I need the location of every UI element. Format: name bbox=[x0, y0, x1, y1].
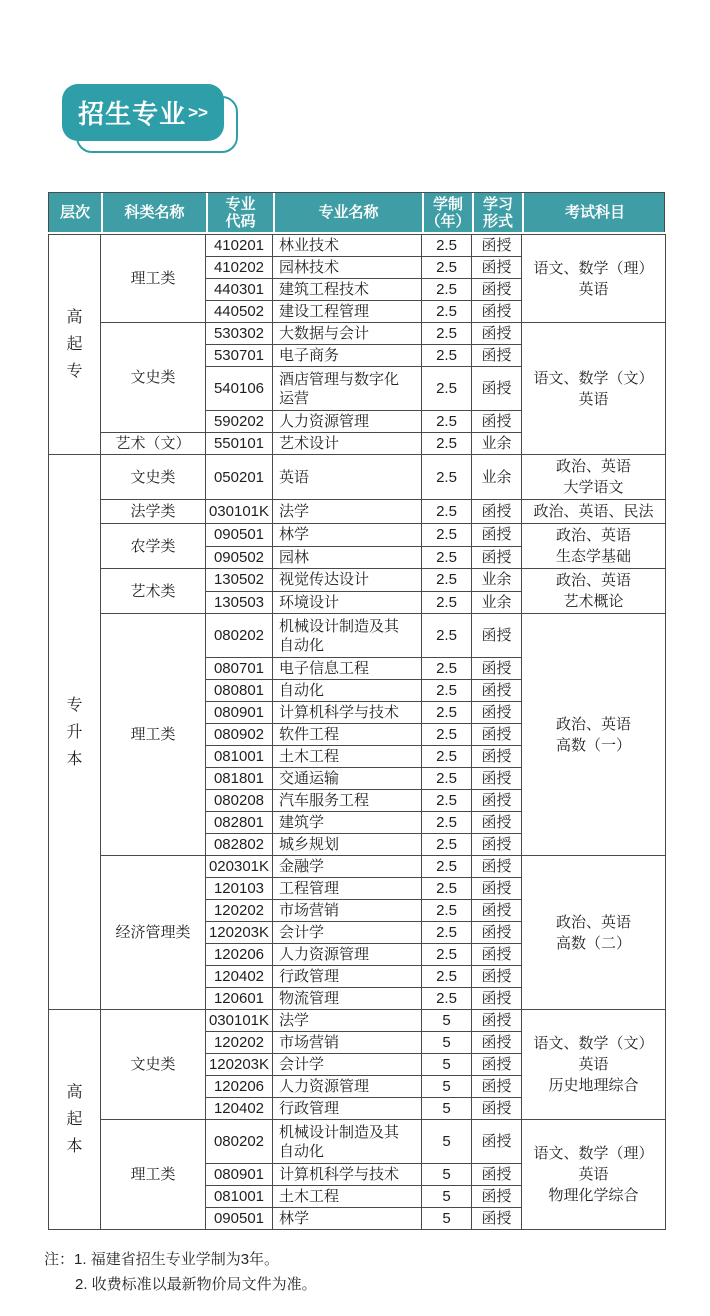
major-cell: 人力资源管理 bbox=[273, 1076, 422, 1098]
years-cell: 2.5 bbox=[422, 614, 472, 658]
table-row bbox=[49, 614, 666, 658]
years-cell: 2.5 bbox=[422, 367, 472, 411]
note-line-1 bbox=[44, 1247, 317, 1272]
years-cell: 2.5 bbox=[422, 878, 472, 900]
code-cell: 080901 bbox=[206, 1164, 273, 1186]
form-cell: 函授 bbox=[472, 235, 522, 257]
form-cell: 函授 bbox=[472, 1032, 522, 1054]
exam-cell: 政治、英语 高数（一） bbox=[522, 614, 666, 856]
category-cell: 艺术类 bbox=[101, 569, 206, 614]
form-cell: 函授 bbox=[472, 1010, 522, 1032]
form-cell: 函授 bbox=[472, 658, 522, 680]
years-cell: 2.5 bbox=[422, 944, 472, 966]
table-row bbox=[49, 856, 666, 878]
major-cell: 英语 bbox=[273, 455, 422, 500]
form-cell: 函授 bbox=[472, 878, 522, 900]
form-cell: 业余 bbox=[472, 455, 522, 500]
major-cell: 法学 bbox=[273, 500, 422, 524]
years-cell: 2.5 bbox=[422, 702, 472, 724]
major-cell: 软件工程 bbox=[273, 724, 422, 746]
years-cell: 2.5 bbox=[422, 524, 472, 547]
code-cell: 081801 bbox=[206, 768, 273, 790]
years-cell: 2.5 bbox=[422, 966, 472, 988]
code-cell: 120203K bbox=[206, 922, 273, 944]
years-cell: 5 bbox=[422, 1010, 472, 1032]
major-cell: 行政管理 bbox=[273, 966, 422, 988]
title-badge bbox=[62, 84, 244, 156]
exam-cell: 语文、数学（文） 英语 历史地理综合 bbox=[522, 1010, 666, 1120]
category-cell: 经济管理类 bbox=[101, 856, 206, 1010]
years-cell: 2.5 bbox=[422, 235, 472, 257]
major-cell: 汽车服务工程 bbox=[273, 790, 422, 812]
years-cell: 2.5 bbox=[422, 411, 472, 433]
code-cell: 410202 bbox=[206, 257, 273, 279]
form-cell: 函授 bbox=[472, 790, 522, 812]
years-cell: 2.5 bbox=[422, 834, 472, 856]
code-cell: 080202 bbox=[206, 614, 273, 658]
form-cell: 函授 bbox=[472, 856, 522, 878]
years-cell: 2.5 bbox=[422, 500, 472, 524]
exam-cell: 政治、英语 高数（二） bbox=[522, 856, 666, 1010]
form-cell: 函授 bbox=[472, 1054, 522, 1076]
form-cell: 函授 bbox=[472, 922, 522, 944]
years-cell: 2.5 bbox=[422, 856, 472, 878]
years-cell: 5 bbox=[422, 1076, 472, 1098]
form-cell: 函授 bbox=[472, 323, 522, 345]
major-cell: 计算机科学与技术 bbox=[273, 702, 422, 724]
code-cell: 081001 bbox=[206, 1186, 273, 1208]
major-cell: 城乡规划 bbox=[273, 834, 422, 856]
code-cell: 120202 bbox=[206, 900, 273, 922]
table-header-row bbox=[48, 192, 665, 232]
major-cell: 市场营销 bbox=[273, 900, 422, 922]
page-title: 招生专业 bbox=[78, 99, 187, 129]
form-cell: 函授 bbox=[472, 900, 522, 922]
category-cell: 理工类 bbox=[101, 614, 206, 856]
code-cell: 550101 bbox=[206, 433, 273, 455]
table-body bbox=[48, 234, 666, 1230]
form-cell: 函授 bbox=[472, 944, 522, 966]
level-cell: 高 起 本 bbox=[49, 1010, 101, 1230]
table-row bbox=[49, 1120, 666, 1164]
exam-cell: 政治、英语 大学语文 bbox=[522, 455, 666, 500]
category-cell: 理工类 bbox=[101, 235, 206, 323]
code-cell: 410201 bbox=[206, 235, 273, 257]
header-category: 科类名称 bbox=[101, 193, 206, 232]
form-cell: 函授 bbox=[472, 1186, 522, 1208]
form-cell: 函授 bbox=[472, 1164, 522, 1186]
level-cell: 专 升 本 bbox=[49, 455, 101, 1010]
major-cell: 园林 bbox=[273, 546, 422, 569]
major-cell: 建设工程管理 bbox=[273, 301, 422, 323]
form-cell: 函授 bbox=[472, 279, 522, 301]
form-cell: 函授 bbox=[472, 1120, 522, 1164]
years-cell: 2.5 bbox=[422, 546, 472, 569]
code-cell: 090501 bbox=[206, 524, 273, 547]
table-row bbox=[49, 235, 666, 257]
exam-cell: 政治、英语 艺术概论 bbox=[522, 569, 666, 614]
years-cell: 2.5 bbox=[422, 591, 472, 614]
years-cell: 2.5 bbox=[422, 433, 472, 455]
years-cell: 5 bbox=[422, 1098, 472, 1120]
years-cell: 2.5 bbox=[422, 301, 472, 323]
exam-cell: 政治、英语 生态学基础 bbox=[522, 524, 666, 569]
major-cell: 工程管理 bbox=[273, 878, 422, 900]
major-cell: 土木工程 bbox=[273, 1186, 422, 1208]
code-cell: 120402 bbox=[206, 966, 273, 988]
footnotes bbox=[44, 1247, 317, 1297]
years-cell: 5 bbox=[422, 1120, 472, 1164]
years-cell: 5 bbox=[422, 1186, 472, 1208]
form-cell: 函授 bbox=[472, 524, 522, 547]
code-cell: 080902 bbox=[206, 724, 273, 746]
header-code: 专业 代码 bbox=[206, 193, 273, 232]
form-cell: 函授 bbox=[472, 702, 522, 724]
header-form: 学习 形式 bbox=[472, 193, 522, 232]
header-level: 层次 bbox=[59, 204, 90, 221]
years-cell: 2.5 bbox=[422, 988, 472, 1010]
major-cell: 林学 bbox=[273, 1208, 422, 1230]
major-cell: 土木工程 bbox=[273, 746, 422, 768]
category-cell: 文史类 bbox=[101, 323, 206, 433]
years-cell: 5 bbox=[422, 1054, 472, 1076]
form-cell: 函授 bbox=[472, 680, 522, 702]
major-cell: 交通运输 bbox=[273, 768, 422, 790]
major-cell: 自动化 bbox=[273, 680, 422, 702]
form-cell: 函授 bbox=[472, 257, 522, 279]
years-cell: 2.5 bbox=[422, 323, 472, 345]
form-cell: 函授 bbox=[472, 500, 522, 524]
years-cell: 2.5 bbox=[422, 900, 472, 922]
major-cell: 园林技术 bbox=[273, 257, 422, 279]
years-cell: 2.5 bbox=[422, 922, 472, 944]
years-cell: 5 bbox=[422, 1164, 472, 1186]
code-cell: 082802 bbox=[206, 834, 273, 856]
code-cell: 050201 bbox=[206, 455, 273, 500]
code-cell: 080202 bbox=[206, 1120, 273, 1164]
table-row bbox=[49, 524, 666, 547]
major-cell: 法学 bbox=[273, 1010, 422, 1032]
code-cell: 120202 bbox=[206, 1032, 273, 1054]
code-cell: 080208 bbox=[206, 790, 273, 812]
form-cell: 函授 bbox=[472, 812, 522, 834]
chevrons-right-icon: >> bbox=[188, 102, 208, 122]
major-cell: 电子商务 bbox=[273, 345, 422, 367]
category-cell: 艺术（文） bbox=[101, 433, 206, 455]
years-cell: 2.5 bbox=[422, 790, 472, 812]
badge-front bbox=[62, 84, 224, 141]
form-cell: 函授 bbox=[472, 1076, 522, 1098]
code-cell: 082801 bbox=[206, 812, 273, 834]
code-cell: 120206 bbox=[206, 1076, 273, 1098]
form-cell: 函授 bbox=[472, 966, 522, 988]
major-cell: 会计学 bbox=[273, 1054, 422, 1076]
header-major: 专业名称 bbox=[273, 193, 422, 232]
form-cell: 函授 bbox=[472, 834, 522, 856]
code-cell: 090501 bbox=[206, 1208, 273, 1230]
major-cell: 市场营销 bbox=[273, 1032, 422, 1054]
years-cell: 2.5 bbox=[422, 455, 472, 500]
admissions-table bbox=[48, 192, 665, 1230]
note-prefix: 注： bbox=[44, 1251, 75, 1268]
category-cell: 理工类 bbox=[101, 1120, 206, 1230]
major-cell: 视觉传达设计 bbox=[273, 569, 422, 592]
code-cell: 130502 bbox=[206, 569, 273, 592]
major-cell: 大数据与会计 bbox=[273, 323, 422, 345]
years-cell: 2.5 bbox=[422, 658, 472, 680]
major-cell: 电子信息工程 bbox=[273, 658, 422, 680]
code-cell: 080801 bbox=[206, 680, 273, 702]
table-row bbox=[49, 455, 666, 500]
note-item-1: 1. 福建省招生专业学制为3年。 bbox=[74, 1251, 280, 1268]
form-cell: 函授 bbox=[472, 1098, 522, 1120]
form-cell: 函授 bbox=[472, 746, 522, 768]
code-cell: 081001 bbox=[206, 746, 273, 768]
form-cell: 函授 bbox=[472, 724, 522, 746]
form-cell: 业余 bbox=[472, 591, 522, 614]
table-row bbox=[49, 323, 666, 345]
years-cell: 5 bbox=[422, 1032, 472, 1054]
code-cell: 530302 bbox=[206, 323, 273, 345]
major-cell: 金融学 bbox=[273, 856, 422, 878]
major-cell: 建筑工程技术 bbox=[273, 279, 422, 301]
header-subjects: 考试科目 bbox=[522, 193, 666, 232]
major-cell: 艺术设计 bbox=[273, 433, 422, 455]
table-row bbox=[49, 1010, 666, 1032]
major-cell: 建筑学 bbox=[273, 812, 422, 834]
code-cell: 120203K bbox=[206, 1054, 273, 1076]
form-cell: 业余 bbox=[472, 569, 522, 592]
category-cell: 文史类 bbox=[101, 1010, 206, 1120]
major-cell: 机械设计制造及其 自动化 bbox=[273, 614, 422, 658]
major-cell: 环境设计 bbox=[273, 591, 422, 614]
years-cell: 2.5 bbox=[422, 345, 472, 367]
level-cell: 高 起 专 bbox=[49, 235, 101, 455]
years-cell: 2.5 bbox=[422, 279, 472, 301]
code-cell: 120103 bbox=[206, 878, 273, 900]
form-cell: 函授 bbox=[472, 1208, 522, 1230]
code-cell: 120601 bbox=[206, 988, 273, 1010]
note-item-2: 2. 收费标准以最新物价局文件为准。 bbox=[75, 1276, 317, 1293]
note-line-2 bbox=[44, 1272, 317, 1297]
major-cell: 物流管理 bbox=[273, 988, 422, 1010]
form-cell: 函授 bbox=[472, 768, 522, 790]
table-row bbox=[49, 569, 666, 592]
code-cell: 130503 bbox=[206, 591, 273, 614]
years-cell: 2.5 bbox=[422, 257, 472, 279]
years-cell: 2.5 bbox=[422, 812, 472, 834]
code-cell: 090502 bbox=[206, 546, 273, 569]
form-cell: 函授 bbox=[472, 546, 522, 569]
code-cell: 440502 bbox=[206, 301, 273, 323]
code-cell: 120402 bbox=[206, 1098, 273, 1120]
major-cell: 计算机科学与技术 bbox=[273, 1164, 422, 1186]
code-cell: 080701 bbox=[206, 658, 273, 680]
code-cell: 030101K bbox=[206, 1010, 273, 1032]
form-cell: 函授 bbox=[472, 411, 522, 433]
code-cell: 020301K bbox=[206, 856, 273, 878]
years-cell: 2.5 bbox=[422, 768, 472, 790]
code-cell: 440301 bbox=[206, 279, 273, 301]
major-cell: 会计学 bbox=[273, 922, 422, 944]
years-cell: 2.5 bbox=[422, 569, 472, 592]
major-cell: 人力资源管理 bbox=[273, 944, 422, 966]
form-cell: 业余 bbox=[472, 433, 522, 455]
category-cell: 法学类 bbox=[101, 500, 206, 524]
code-cell: 590202 bbox=[206, 411, 273, 433]
code-cell: 080901 bbox=[206, 702, 273, 724]
code-cell: 540106 bbox=[206, 367, 273, 411]
exam-cell: 语文、数学（文） 英语 bbox=[522, 323, 666, 455]
years-cell: 2.5 bbox=[422, 680, 472, 702]
years-cell: 2.5 bbox=[422, 724, 472, 746]
major-cell: 行政管理 bbox=[273, 1098, 422, 1120]
exam-cell: 语文、数学（理） 英语 bbox=[522, 235, 666, 323]
major-cell: 林业技术 bbox=[273, 235, 422, 257]
code-cell: 530701 bbox=[206, 345, 273, 367]
years-cell: 5 bbox=[422, 1208, 472, 1230]
category-cell: 文史类 bbox=[101, 455, 206, 500]
exam-cell: 语文、数学（理） 英语 物理化学综合 bbox=[522, 1120, 666, 1230]
major-cell: 林学 bbox=[273, 524, 422, 547]
form-cell: 函授 bbox=[472, 614, 522, 658]
header-years: 学制 （年） bbox=[422, 193, 472, 232]
exam-cell: 政治、英语、民法 bbox=[522, 500, 666, 524]
table-row bbox=[49, 500, 666, 524]
major-cell: 机械设计制造及其 自动化 bbox=[273, 1120, 422, 1164]
form-cell: 函授 bbox=[472, 345, 522, 367]
category-cell: 农学类 bbox=[101, 524, 206, 569]
form-cell: 函授 bbox=[472, 367, 522, 411]
form-cell: 函授 bbox=[472, 988, 522, 1010]
code-cell: 030101K bbox=[206, 500, 273, 524]
major-cell: 酒店管理与数字化 运营 bbox=[273, 367, 422, 411]
years-cell: 2.5 bbox=[422, 746, 472, 768]
major-cell: 人力资源管理 bbox=[273, 411, 422, 433]
form-cell: 函授 bbox=[472, 301, 522, 323]
code-cell: 120206 bbox=[206, 944, 273, 966]
